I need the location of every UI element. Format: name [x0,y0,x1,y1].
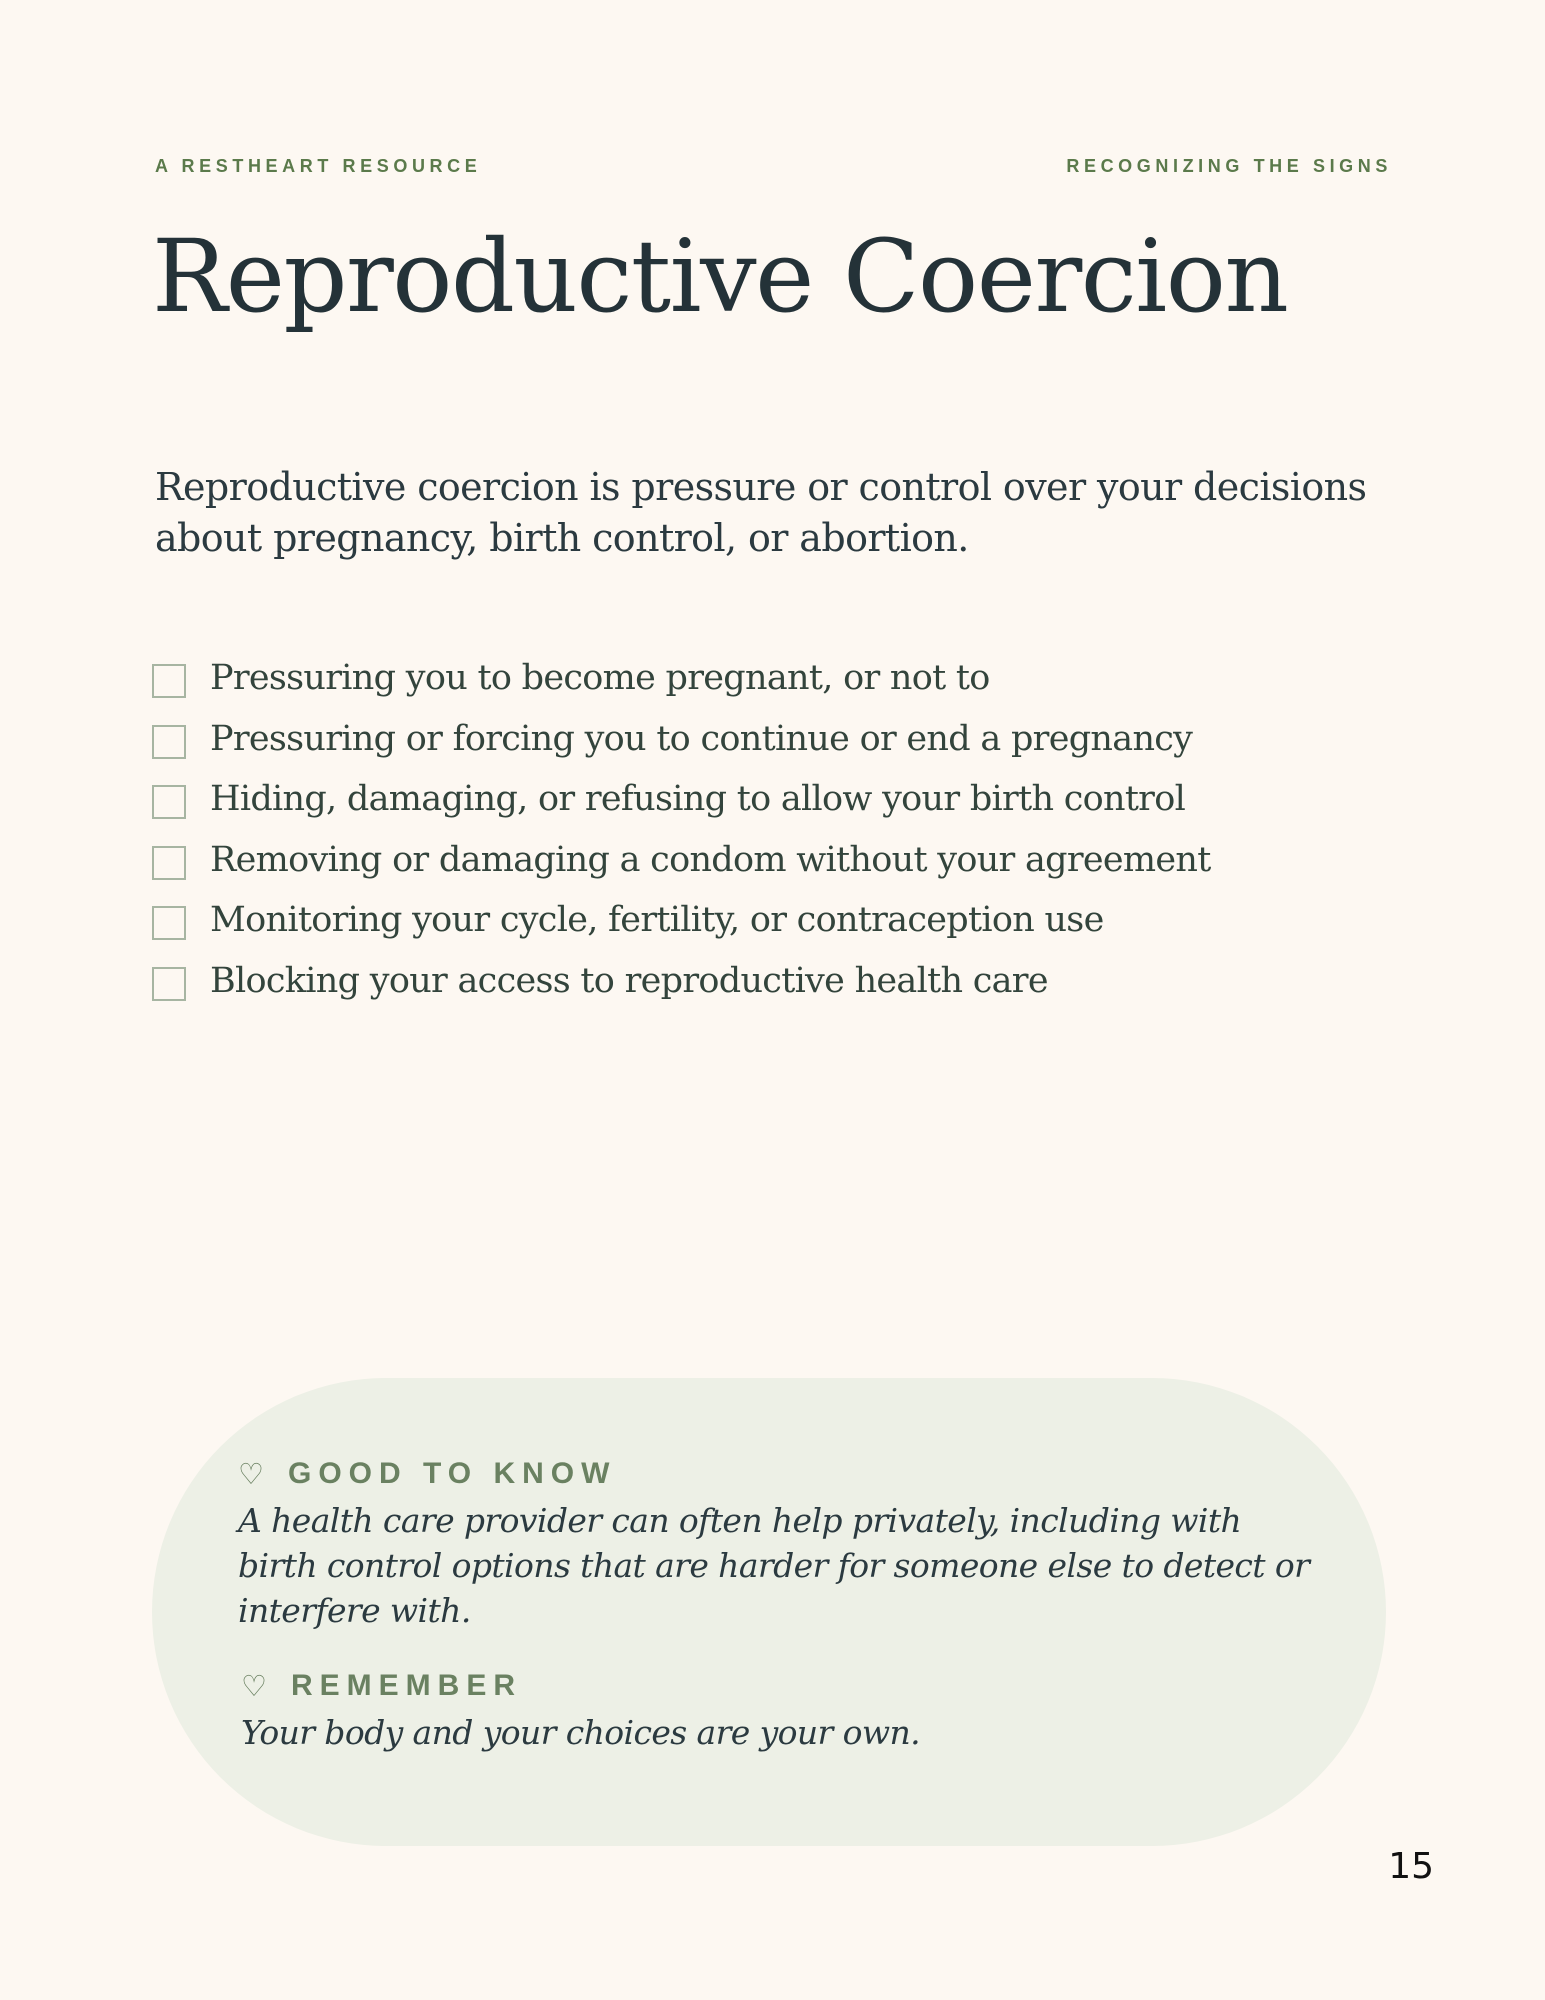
heart-outline-icon: ♡ [241,1669,267,1703]
intro-paragraph: Reproductive coercion is pressure or control over your decisions about pregnancy, birth control, or abortion. [155,465,1367,560]
checklist-item [152,951,1211,1012]
running-head-left: A RESTHEART RESOURCE [155,156,482,176]
note-remember [241,1666,1321,1755]
checkbox[interactable] [152,967,186,1001]
page-title: Reproductive Coercion [152,218,1288,335]
checklist-item-label: Pressuring or forcing you to continue or end a pregnancy [210,718,1193,759]
checklist-item [152,709,1211,770]
checklist-item-label: Pressuring you to become pregnant, or not to [210,658,990,699]
page-number: 15 [1388,1846,1434,1887]
note-text: A health care provider can often help privately, including with birth control options that are harder for someone else to detect or interfere with. [238,1501,1310,1630]
heart-outline-icon: ♡ [238,1457,264,1491]
note-text: Your body and your choices are your own. [241,1713,921,1752]
checklist-item-label: Removing or damaging a condom without your agreement [210,839,1211,880]
note-heading-label: GOOD TO KNOW [288,1457,617,1490]
checklist-item [152,890,1211,951]
callout-box [152,1378,1386,1846]
note-heading [241,1666,1321,1706]
note-heading [238,1454,1318,1494]
checklist-item [152,830,1211,891]
note-good-to-know [238,1454,1318,1633]
warning-signs-checklist [152,648,1211,1011]
running-head-right: RECOGNIZING THE SIGNS [1066,156,1392,176]
checklist-item-label: Monitoring your cycle, fertility, or contraception use [210,900,1104,941]
checklist-item-label: Blocking your access to reproductive health care [210,960,1048,1001]
checkbox[interactable] [152,785,186,819]
checkbox[interactable] [152,846,186,880]
checkbox[interactable] [152,664,186,698]
checkbox[interactable] [152,906,186,940]
note-heading-label: REMEMBER [291,1669,523,1702]
checklist-item [152,648,1211,709]
checklist-item-label: Hiding, damaging, or refusing to allow your birth control [210,779,1186,820]
checklist-item [152,769,1211,830]
checkbox[interactable] [152,725,186,759]
